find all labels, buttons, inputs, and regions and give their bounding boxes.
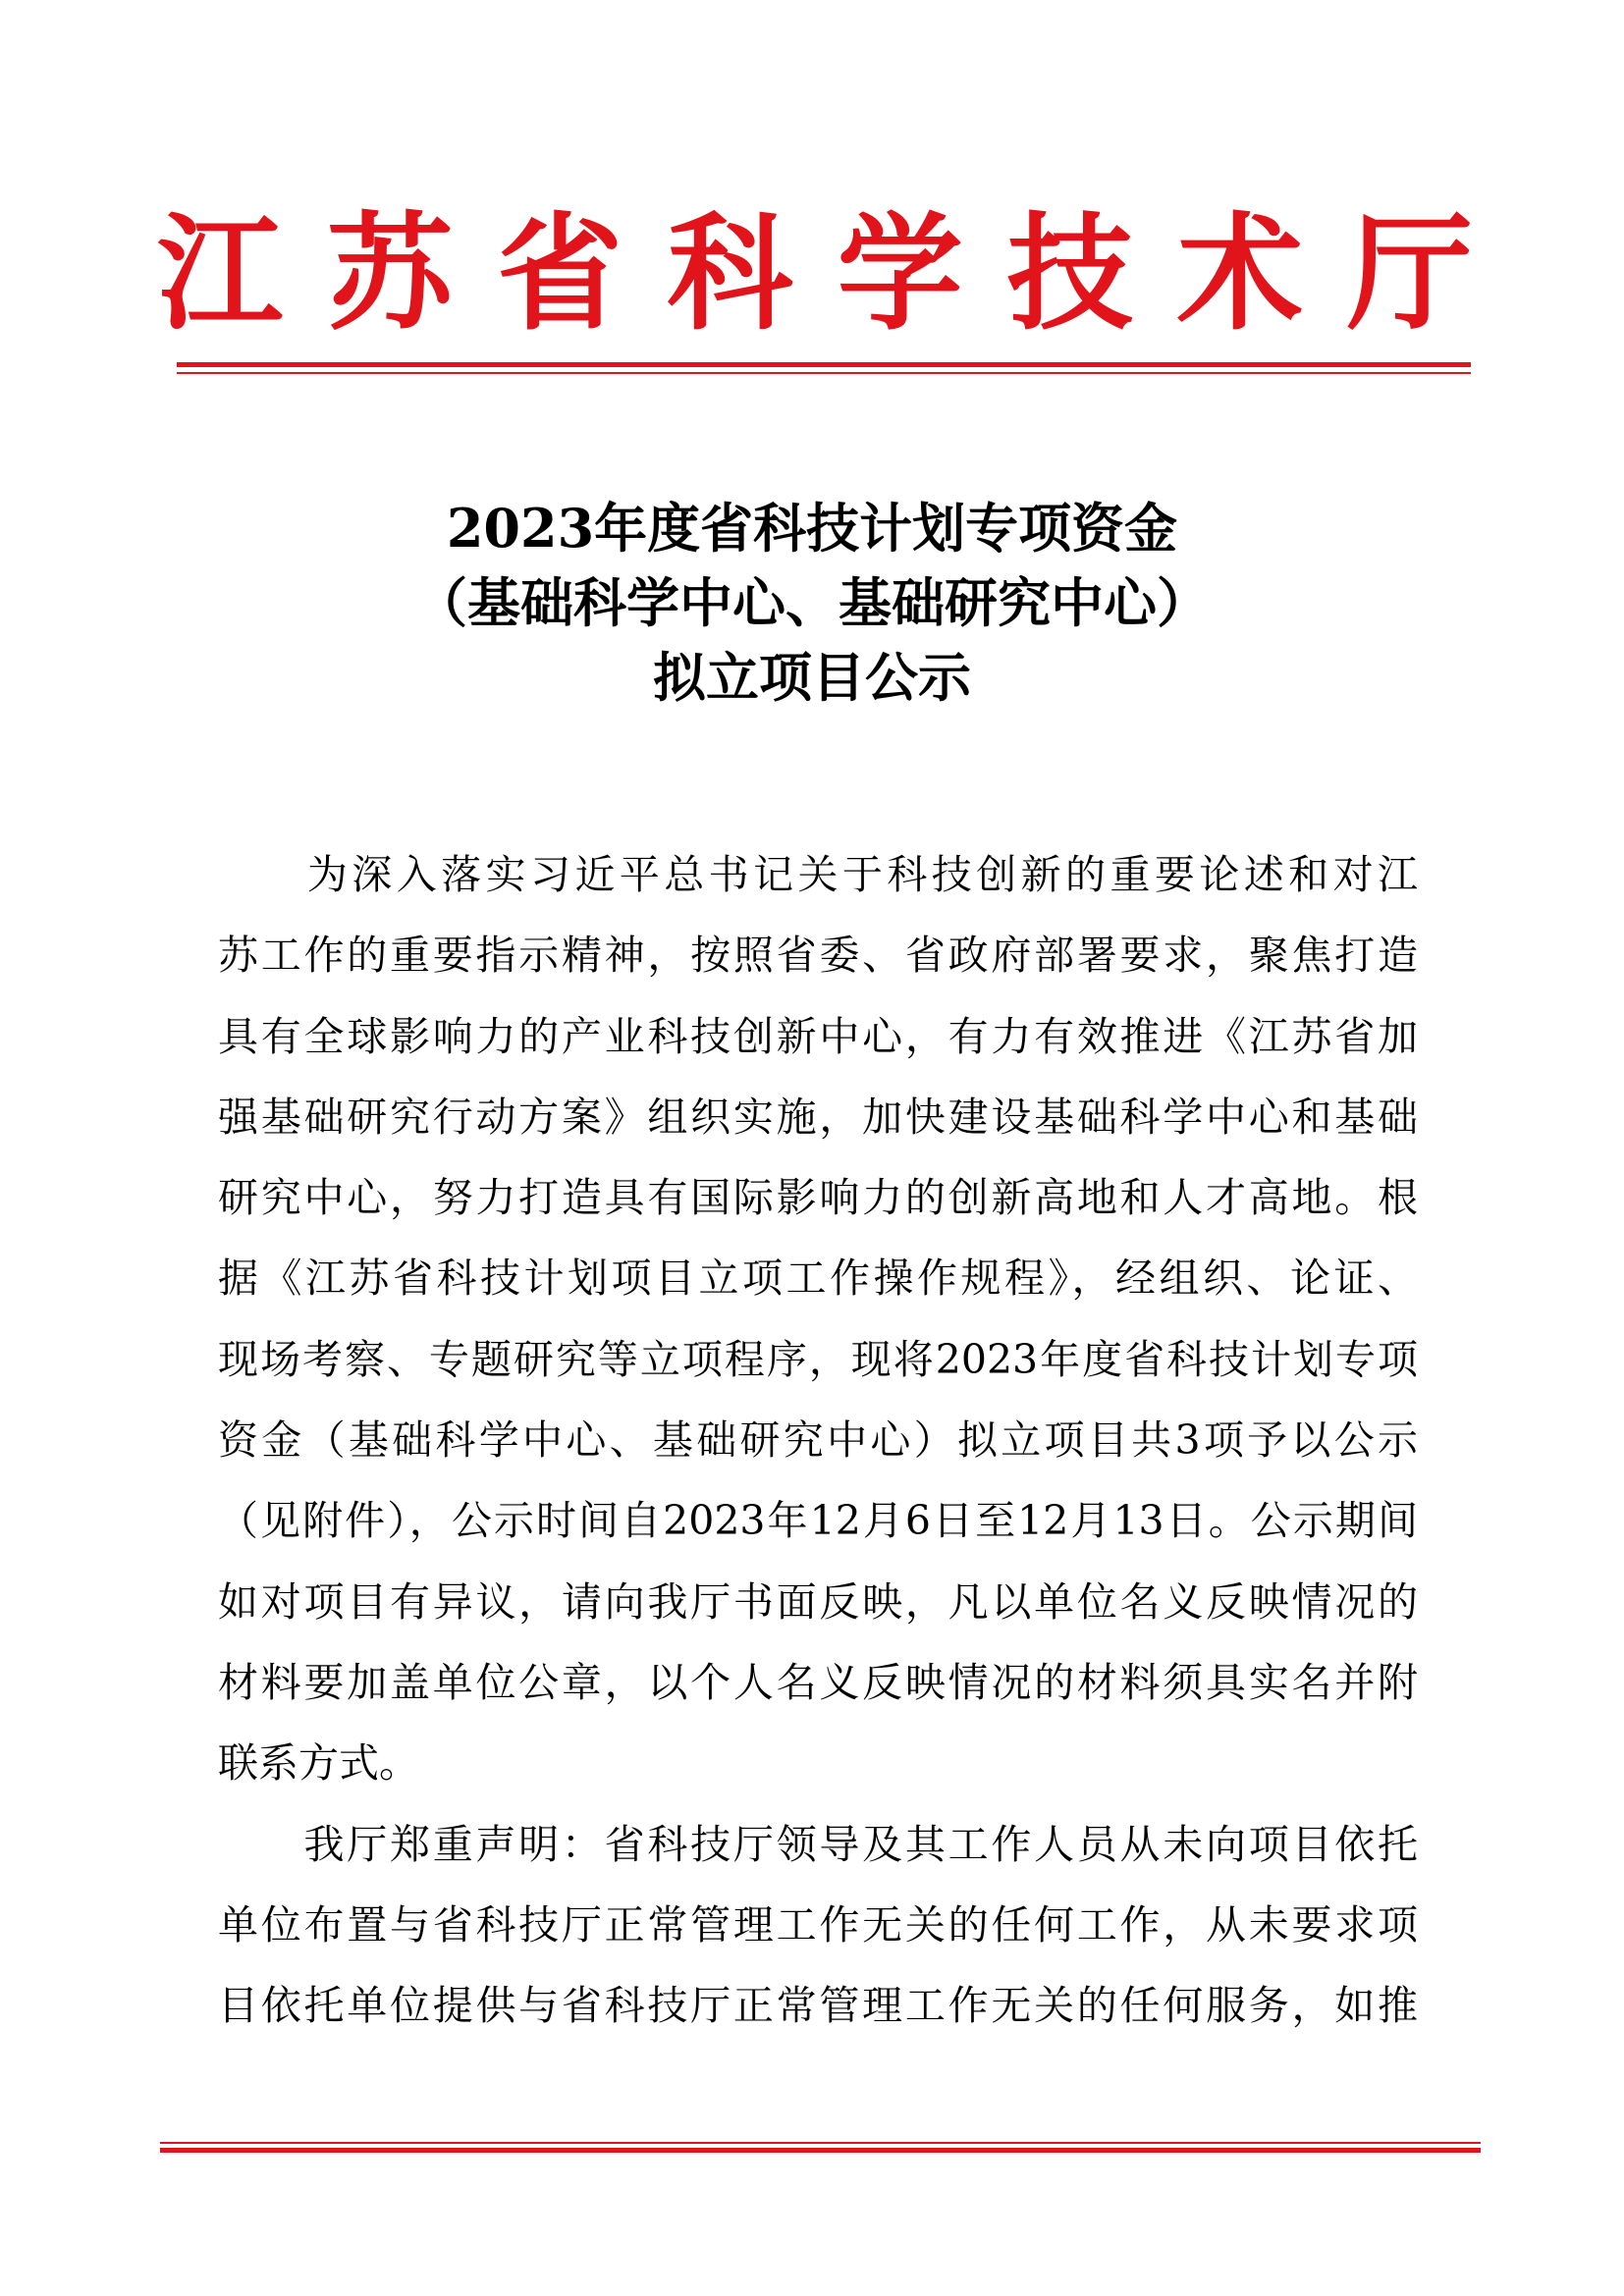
body-line: 据《江苏省科技计划项目立项工作操作规程》，经组织、论证、 xyxy=(218,1255,1418,1303)
letterhead-org-name xyxy=(157,201,1473,348)
title-line-2: （基础科学中心、基础研究中心） xyxy=(414,571,1210,634)
title-line-1: 2023年度省科技计划专项资金 xyxy=(446,497,1178,560)
letterhead-rule-thick xyxy=(177,362,1471,367)
letterhead-char: 技 xyxy=(1006,201,1133,347)
body-text xyxy=(218,834,1418,2046)
body-line: 单位布置与省科技厅正常管理工作无关的任何工作，从未要求项 xyxy=(218,1900,1418,1949)
body-line: 联系方式。 xyxy=(218,1739,419,1788)
letterhead-rule-thin xyxy=(177,372,1471,374)
letterhead-char: 江 xyxy=(157,201,284,347)
body-line: （见附件），公示时间自2023年12月6日至12月13日。公示期间 xyxy=(218,1497,1418,1545)
letterhead-char: 厅 xyxy=(1346,201,1473,347)
body-line: 苏工作的重要指示精神，按照省委、省政府部署要求，聚焦打造 xyxy=(218,932,1418,980)
title-line-3: 拟立项目公示 xyxy=(653,646,971,709)
letterhead-char: 学 xyxy=(837,201,963,347)
body-line: 研究中心，努力打造具有国际影响力的创新高地和人才高地。根 xyxy=(218,1174,1418,1222)
body-line: 材料要加盖单位公章，以个人名义反映情况的材料须具实名并附 xyxy=(218,1658,1418,1706)
body-line: 具有全球影响力的产业科技创新中心，有力有效推进《江苏省加 xyxy=(218,1012,1418,1060)
footer-rule-thick xyxy=(160,2148,1481,2153)
document-title xyxy=(177,491,1447,715)
body-line: 我厅郑重声明：省科技厅领导及其工作人员从未向项目依托 xyxy=(218,1820,1418,1868)
body-line: 目依托单位提供与省科技厅正常管理工作无关的任何服务，如推 xyxy=(218,1982,1418,2030)
body-line: 强基础研究行动方案》组织实施，加快建设基础科学中心和基础 xyxy=(218,1093,1418,1141)
letterhead-char: 术 xyxy=(1176,201,1303,347)
body-line: 现场考察、专题研究等立项程序，现将2023年度省科技计划专项 xyxy=(218,1335,1418,1383)
letterhead-char: 苏 xyxy=(327,201,454,347)
body-line: 资金（基础科学中心、基础研究中心）拟立项目共3项予以公示 xyxy=(218,1416,1418,1465)
letterhead-char: 省 xyxy=(497,201,623,347)
letterhead-char: 科 xyxy=(667,201,793,347)
body-line: 如对项目有异议，请向我厅书面反映，凡以单位名义反映情况的 xyxy=(218,1577,1418,1626)
footer-rule-thin xyxy=(160,2142,1481,2144)
body-line: 为深入落实习近平总书记关于科技创新的重要论述和对江 xyxy=(218,851,1418,898)
